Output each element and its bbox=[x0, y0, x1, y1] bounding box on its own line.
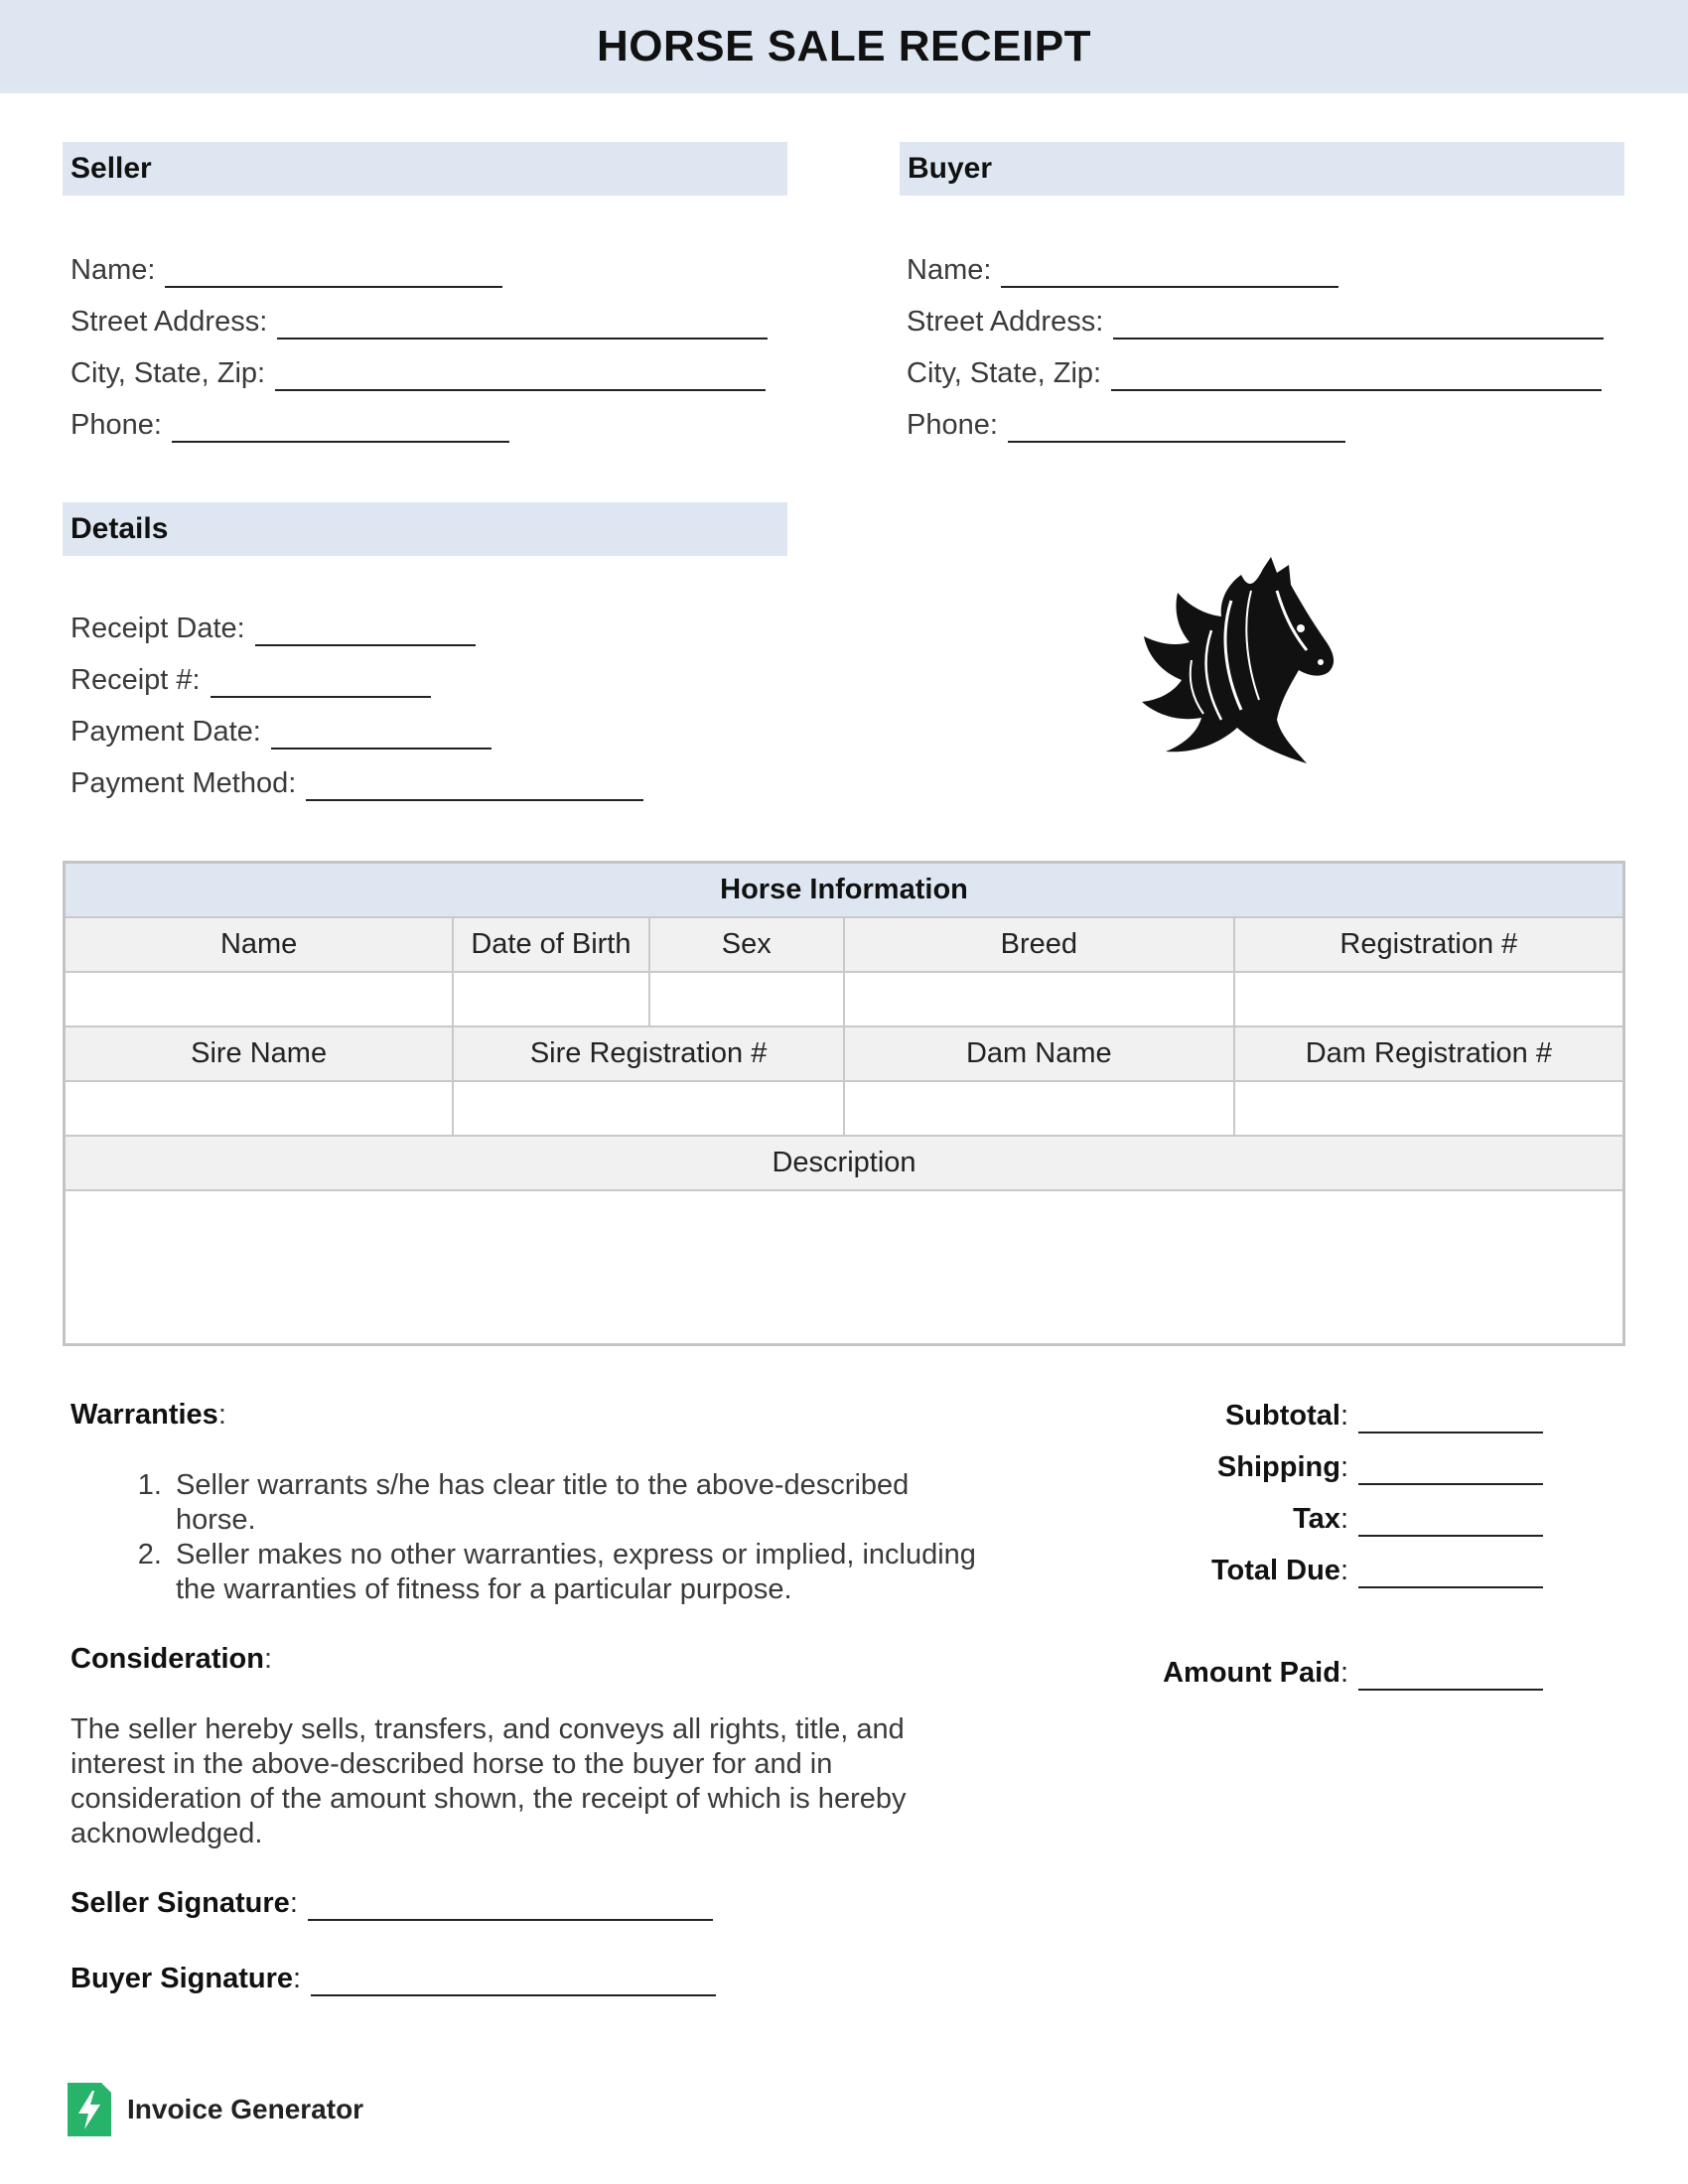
sire-registration-cell[interactable] bbox=[453, 1081, 844, 1136]
payment-date-label: Payment Date: bbox=[70, 716, 261, 748]
amount-paid-line[interactable] bbox=[1358, 1661, 1543, 1691]
seller-street-label: Street Address: bbox=[70, 306, 268, 338]
brand-name: Invoice Generator bbox=[127, 2094, 364, 2124]
buyer-street-line[interactable] bbox=[1113, 310, 1604, 340]
receipt-number-label: Receipt #: bbox=[70, 664, 201, 696]
seller-street-field[interactable] bbox=[70, 304, 768, 340]
seller-city-field[interactable] bbox=[70, 355, 766, 391]
horse-name-cell[interactable] bbox=[65, 972, 454, 1026]
buyer-phone-label: Phone: bbox=[907, 409, 998, 441]
buyer-name-field[interactable] bbox=[907, 252, 1338, 288]
shipping-field[interactable]: Shipping: bbox=[1217, 1449, 1543, 1485]
buyer-heading: Buyer bbox=[900, 142, 1624, 196]
col-sire-name-header: Sire Name bbox=[65, 1026, 454, 1081]
horse-dob-cell[interactable] bbox=[453, 972, 648, 1026]
buyer-city-label: City, State, Zip: bbox=[907, 357, 1102, 389]
warranty-item: 2. Seller makes no other warranties, express or implied, including the warranties of fitness for a particular purpose. bbox=[170, 1538, 984, 1607]
total-due-field[interactable]: Total Due: bbox=[1211, 1553, 1543, 1588]
payment-date-line[interactable] bbox=[271, 720, 492, 750]
details-heading: Details bbox=[63, 502, 787, 556]
seller-street-line[interactable] bbox=[277, 310, 768, 340]
buyer-signature-label: Buyer Signature bbox=[70, 1963, 293, 1994]
subtotal-label: Subtotal bbox=[1224, 1400, 1340, 1432]
consideration-text: The seller hereby sells, transfers, and conveys all rights, title, and interest in the above-described horse to the buyer for and in consideration of the amount shown, the receipt of which is hereby acknowledged. bbox=[70, 1713, 907, 1849]
seller-name-field[interactable] bbox=[70, 252, 502, 288]
payment-method-label: Payment Method: bbox=[70, 767, 297, 799]
warranties-heading: Warranties: bbox=[70, 1399, 226, 1431]
col-dam-registration-header: Dam Registration # bbox=[1234, 1026, 1624, 1081]
horse-registration-cell[interactable] bbox=[1234, 972, 1624, 1026]
seller-signature-line[interactable] bbox=[308, 1891, 713, 1921]
receipt-number-field[interactable] bbox=[70, 662, 431, 698]
shipping-label: Shipping bbox=[1216, 1451, 1340, 1483]
buyer-name-label: Name: bbox=[907, 254, 992, 286]
buyer-signature-line[interactable] bbox=[311, 1967, 716, 1996]
total-due-line[interactable] bbox=[1358, 1559, 1543, 1588]
page-title: HORSE SALE RECEIPT bbox=[597, 22, 1091, 70]
buyer-street-label: Street Address: bbox=[907, 306, 1104, 338]
warranty-item: 1. Seller warrants s/he has clear title to the above-described horse. bbox=[170, 1468, 984, 1538]
lightning-bolt-icon bbox=[68, 2083, 111, 2136]
buyer-city-field[interactable] bbox=[907, 355, 1602, 391]
receipt-date-field[interactable] bbox=[70, 611, 476, 646]
horse-info-heading: Horse Information bbox=[65, 863, 1624, 918]
consideration-heading: Consideration: bbox=[70, 1643, 273, 1675]
col-dam-name-header: Dam Name bbox=[844, 1026, 1234, 1081]
receipt-number-line[interactable] bbox=[211, 668, 431, 698]
seller-name-label: Name: bbox=[70, 254, 156, 286]
buyer-phone-line[interactable] bbox=[1008, 413, 1345, 443]
seller-signature-label: Seller Signature bbox=[70, 1887, 290, 1919]
col-sex-header: Sex bbox=[649, 917, 844, 972]
shipping-line[interactable] bbox=[1358, 1455, 1543, 1485]
amount-paid-field[interactable]: Amount Paid: bbox=[1163, 1655, 1543, 1691]
receipt-date-line[interactable] bbox=[255, 616, 476, 646]
col-sire-registration-header: Sire Registration # bbox=[453, 1026, 844, 1081]
subtotal-line[interactable] bbox=[1358, 1404, 1543, 1433]
col-breed-header: Breed bbox=[844, 917, 1234, 972]
buyer-city-line[interactable] bbox=[1111, 361, 1602, 391]
warranties-list bbox=[70, 1468, 984, 1607]
seller-city-label: City, State, Zip: bbox=[70, 357, 266, 389]
dam-name-cell[interactable] bbox=[844, 1081, 1234, 1136]
seller-phone-label: Phone: bbox=[70, 409, 162, 441]
buyer-street-field[interactable] bbox=[907, 304, 1604, 340]
seller-phone-line[interactable] bbox=[172, 413, 509, 443]
seller-phone-field[interactable] bbox=[70, 407, 509, 443]
subtotal-field[interactable]: Subtotal: bbox=[1225, 1398, 1543, 1433]
payment-method-field[interactable] bbox=[70, 765, 643, 801]
tax-label: Tax bbox=[1293, 1503, 1340, 1535]
dam-registration-cell[interactable] bbox=[1234, 1081, 1624, 1136]
buyer-signature-field[interactable]: Buyer Signature: bbox=[70, 1961, 716, 1996]
title-banner bbox=[0, 0, 1688, 93]
horse-breed-cell[interactable] bbox=[844, 972, 1234, 1026]
total-due-label: Total Due bbox=[1210, 1555, 1340, 1586]
description-cell[interactable] bbox=[65, 1190, 1624, 1345]
tax-field[interactable]: Tax: bbox=[1293, 1501, 1543, 1537]
payment-method-line[interactable] bbox=[306, 771, 643, 801]
horse-sex-cell[interactable] bbox=[649, 972, 844, 1026]
tax-line[interactable] bbox=[1358, 1507, 1543, 1537]
seller-name-line[interactable] bbox=[165, 258, 502, 288]
seller-city-line[interactable] bbox=[275, 361, 766, 391]
col-registration-header: Registration # bbox=[1234, 917, 1624, 972]
sire-name-cell[interactable] bbox=[65, 1081, 454, 1136]
horse-information-table bbox=[63, 861, 1625, 1346]
col-dob-header: Date of Birth bbox=[453, 917, 648, 972]
seller-heading: Seller bbox=[63, 142, 787, 196]
description-header: Description bbox=[65, 1136, 1624, 1190]
horse-head-icon bbox=[1132, 551, 1350, 769]
brand-logo[interactable] bbox=[68, 2083, 363, 2136]
buyer-name-line[interactable] bbox=[1001, 258, 1338, 288]
payment-date-field[interactable] bbox=[70, 714, 492, 750]
receipt-date-label: Receipt Date: bbox=[70, 613, 245, 644]
seller-signature-field[interactable]: Seller Signature: bbox=[70, 1885, 713, 1921]
amount-paid-label: Amount Paid bbox=[1163, 1657, 1340, 1689]
buyer-phone-field[interactable] bbox=[907, 407, 1345, 443]
col-name-header: Name bbox=[65, 917, 454, 972]
